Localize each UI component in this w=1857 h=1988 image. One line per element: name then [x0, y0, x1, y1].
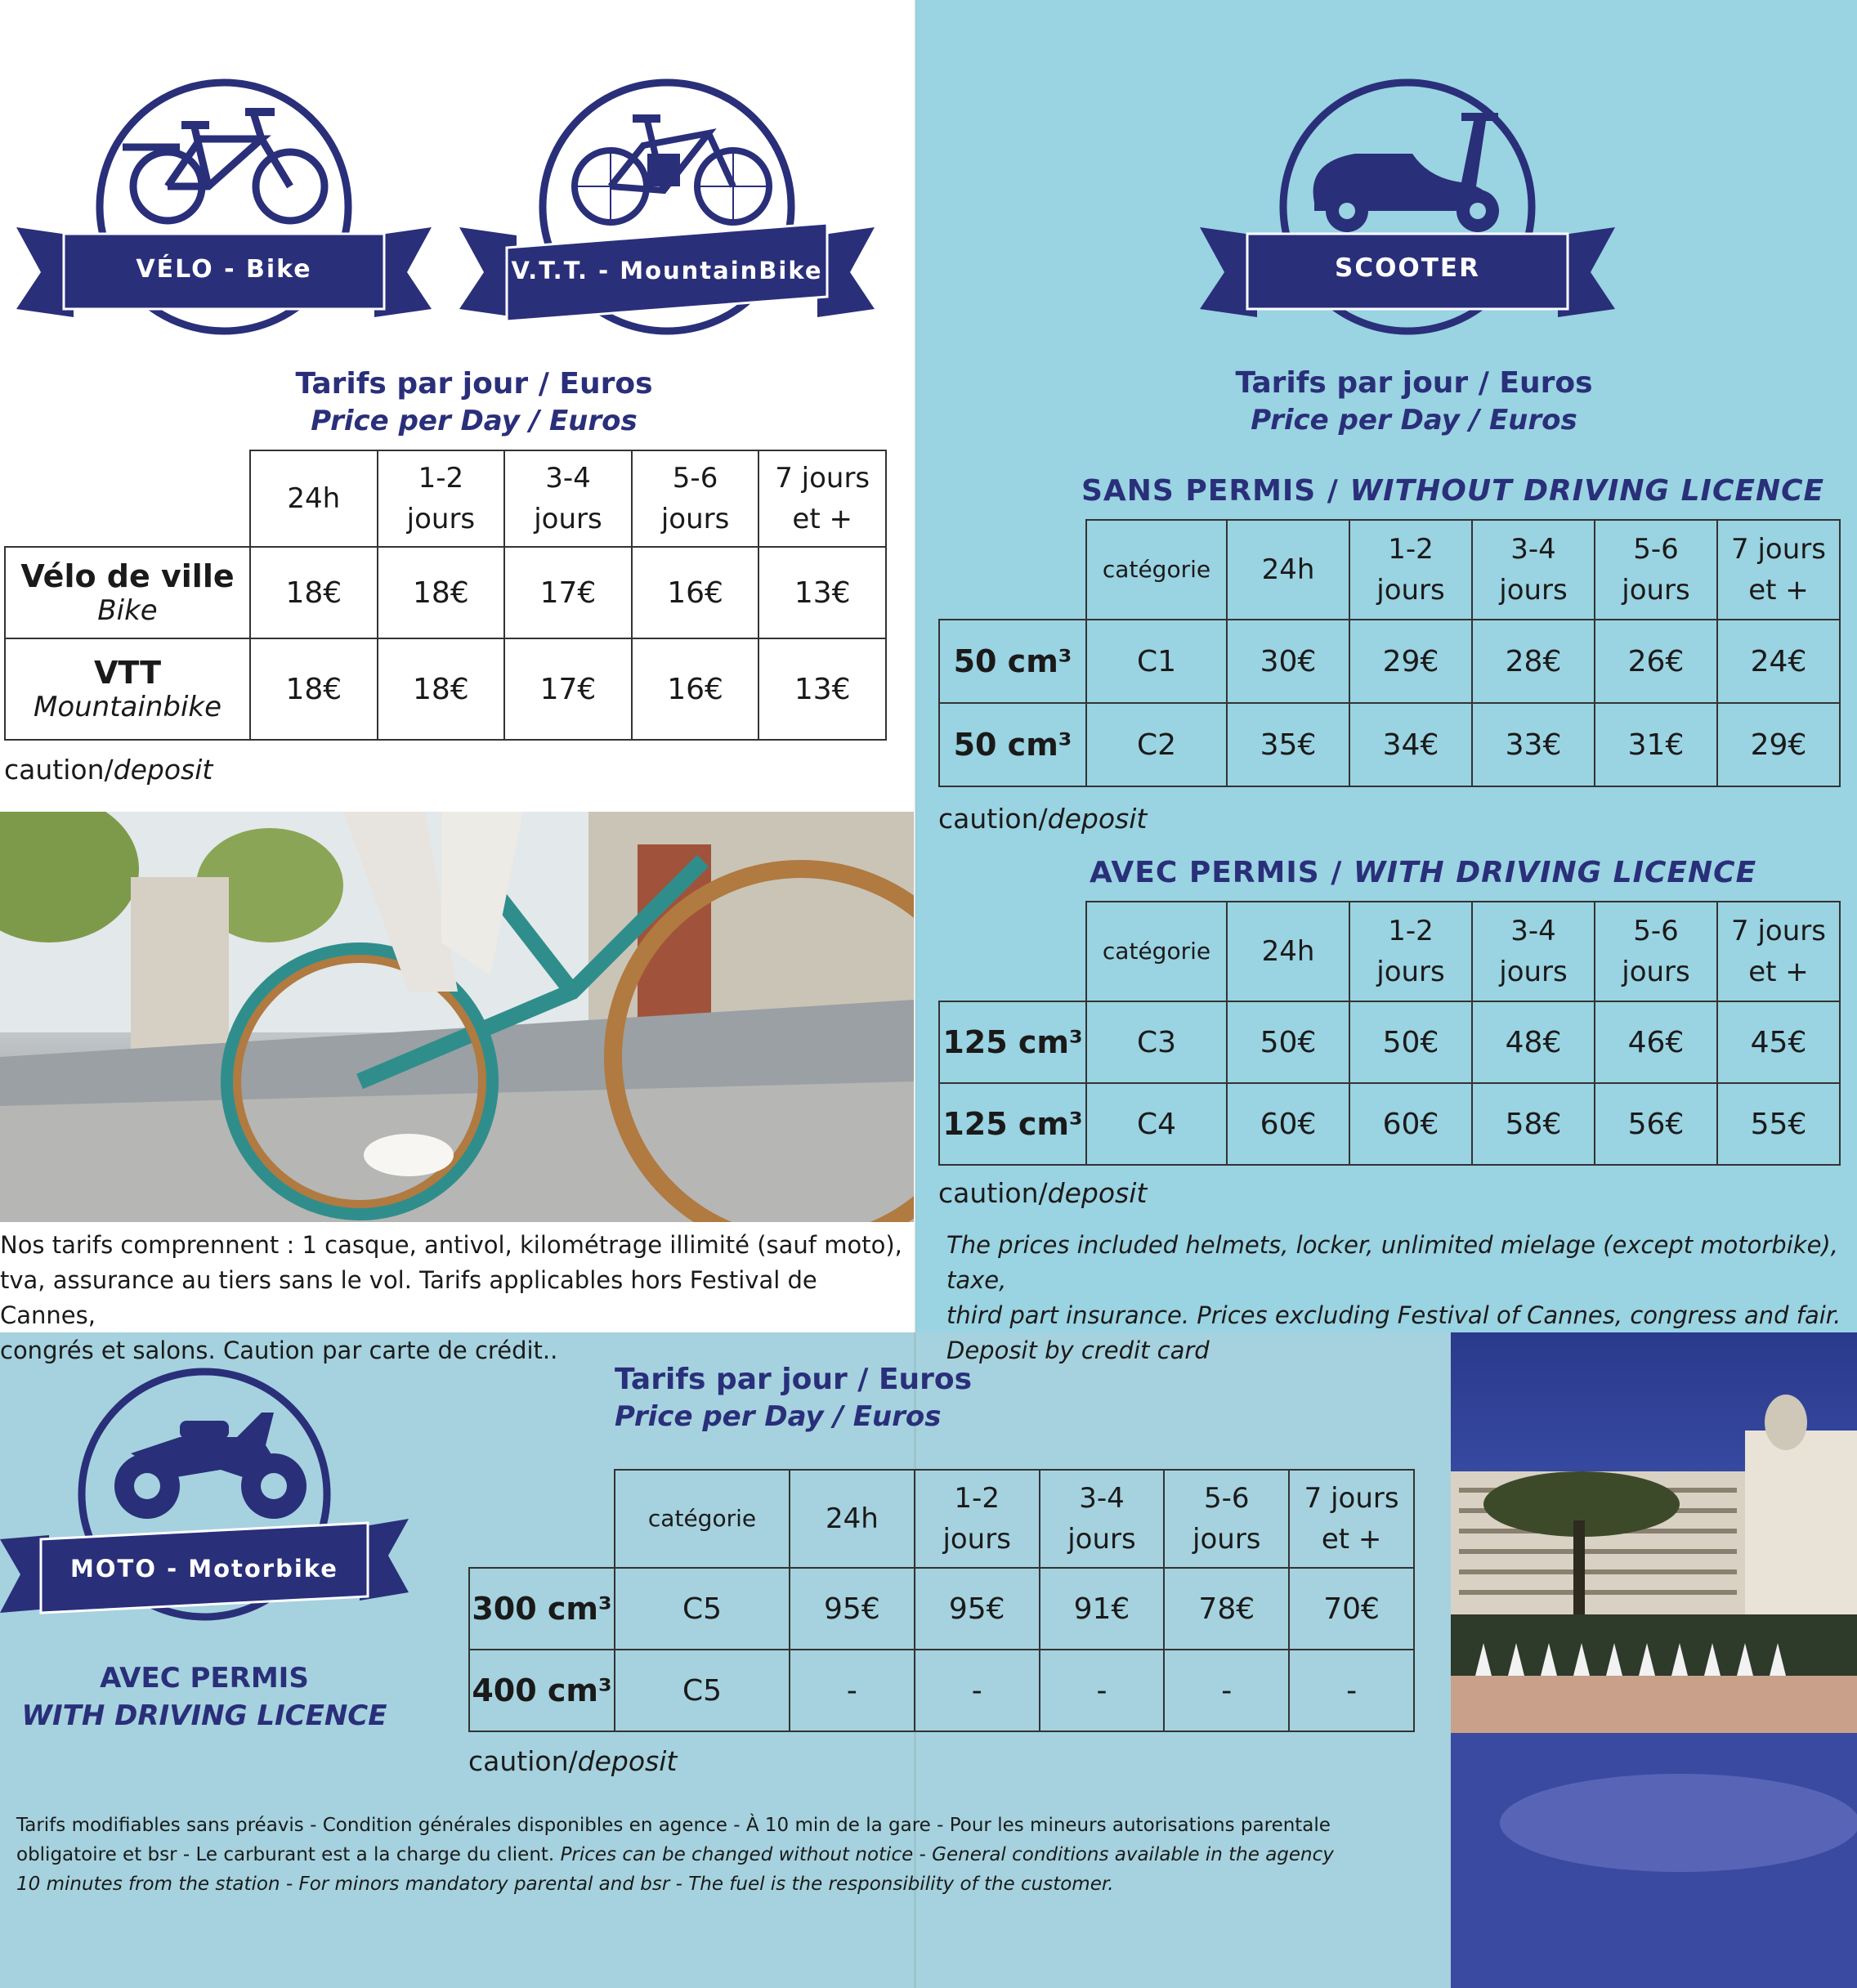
caption-en: deposit [1047, 803, 1148, 835]
price-cell: 18€ [250, 547, 378, 638]
table-row [939, 1083, 1840, 1165]
price-cell: 60€ [1227, 1083, 1349, 1165]
price-cell: 60€ [1349, 1083, 1472, 1165]
scooter-header: 7 jours et + [1717, 520, 1840, 620]
scooter-price-heading [1169, 365, 1659, 438]
logo-velo-label: VÉLO - Bike [136, 255, 312, 284]
bike-row-name: Vélo de ville [20, 558, 235, 594]
footer-line-fr: obligatoire et bsr - Le carburant est a la charge du client. [16, 1844, 561, 1865]
logo-scooter [1200, 72, 1615, 350]
engine-size: 125 cm³ [939, 1001, 1086, 1083]
footer-conditions [16, 1811, 1439, 1899]
scooter-header: catégorie [1086, 902, 1227, 1001]
scooter-header: 5-6 jours [1595, 520, 1717, 620]
scooter-icon [1298, 105, 1519, 235]
logo-moto [0, 1363, 409, 1641]
price-cell: 56€ [1595, 1083, 1717, 1165]
moto-header: 7 jours et + [1289, 1470, 1414, 1568]
price-cell: 18€ [250, 638, 378, 740]
scooter-with-deposit-caption [938, 1177, 1147, 1209]
price-heading-en: Price per Day / Euros [311, 405, 638, 437]
footer-line-en: Prices can be changed without notice - General conditions available in the agency [560, 1844, 1334, 1865]
price-cell: 50€ [1227, 1001, 1349, 1083]
price-cell: 91€ [1040, 1568, 1165, 1650]
price-cell: 30€ [1227, 620, 1349, 703]
section-title-fr: SANS PERMIS / [1081, 474, 1350, 508]
footer-line: Tarifs modifiables sans préavis - Condition générales disponibles en agence - À 10 min de la gare - Pour les mineurs autorisations parentale [16, 1815, 1331, 1836]
scooter-header: 7 jours et + [1717, 902, 1840, 1001]
engine-size: 125 cm³ [939, 1083, 1086, 1165]
price-cell: 70€ [1289, 1568, 1414, 1650]
moto-header: 5-6 jours [1164, 1470, 1289, 1568]
price-cell: 16€ [632, 638, 759, 740]
caption-en: deposit [577, 1745, 678, 1777]
city-bike-icon [123, 105, 335, 227]
section-title-en: WITH DRIVING LICENCE [1353, 856, 1757, 889]
scooter-header: 5-6 jours [1595, 902, 1717, 1001]
bike-row-sub: Mountainbike [33, 691, 222, 723]
bike-row-head [5, 547, 250, 638]
bike-header: 3-4 jours [504, 450, 632, 547]
scooter-header: catégorie [1086, 520, 1227, 620]
table-row [939, 1001, 1840, 1083]
section-title-fr: AVEC PERMIS / [1090, 856, 1354, 889]
scooter-header: 1-2 jours [1349, 902, 1472, 1001]
bike-row-name: VTT [93, 655, 162, 691]
engine-size: 400 cm³ [469, 1650, 615, 1731]
note-line: Nos tarifs comprennent : 1 casque, antivol, kilométrage illimité (sauf moto), [0, 1231, 902, 1259]
price-cell: 29€ [1717, 703, 1840, 786]
caption-en: deposit [113, 754, 213, 786]
engine-size: 300 cm³ [469, 1568, 615, 1650]
caption-en: deposit [1047, 1177, 1148, 1209]
scooter-header: 3-4 jours [1472, 902, 1595, 1001]
price-cell: 31€ [1595, 703, 1717, 786]
table-row [469, 1650, 1414, 1731]
bike-header: 1-2 jours [378, 450, 505, 547]
bike-row-head [5, 638, 250, 740]
price-cell: 50€ [1349, 1001, 1472, 1083]
price-cell: 78€ [1164, 1568, 1289, 1650]
price-cell: 26€ [1595, 620, 1717, 703]
caption-fr: caution/ [938, 1177, 1048, 1209]
moto-licence-fr: AVEC PERMIS [100, 1662, 309, 1695]
cannes-seafront-photo [1451, 1332, 1857, 1988]
without-licence-heading [1081, 474, 1824, 508]
table-row [5, 547, 886, 638]
scooter-header: 3-4 jours [1472, 520, 1595, 620]
moto-header: catégorie [615, 1470, 790, 1568]
price-heading-fr: Tarifs par jour / Euros [295, 367, 653, 401]
price-cell: - [1289, 1650, 1414, 1731]
price-cell: 16€ [632, 547, 759, 638]
price-cell: 45€ [1717, 1001, 1840, 1083]
price-cell: 24€ [1717, 620, 1840, 703]
moto-price-heading [615, 1361, 1007, 1435]
footer-line: 10 minutes from the station - For minors mandatory parental and bsr - The fuel is the responsibility of the customer. [16, 1874, 1114, 1895]
bike-row-sub: Bike [97, 594, 158, 627]
price-cell: 13€ [758, 638, 886, 740]
scooter-without-deposit-caption [938, 803, 1147, 835]
price-cell: 55€ [1717, 1083, 1840, 1165]
moto-deposit-caption [468, 1745, 677, 1777]
price-heading-en: Price per Day / Euros [615, 1400, 942, 1433]
moto-licence-note [0, 1659, 409, 1735]
caption-fr: caution/ [468, 1745, 578, 1777]
price-cell: 13€ [758, 547, 886, 638]
engine-size: 50 cm³ [939, 703, 1086, 786]
note-line: third part insurance. Prices excluding Festival of Cannes, congress and fair. [946, 1301, 1841, 1329]
price-cell: 58€ [1472, 1083, 1595, 1165]
price-cell: 95€ [915, 1568, 1040, 1650]
price-heading-fr: Tarifs par jour / Euros [1235, 366, 1593, 400]
price-cell: 29€ [1349, 620, 1472, 703]
price-cell: 18€ [378, 547, 505, 638]
price-cell: 34€ [1349, 703, 1472, 786]
price-cell: 46€ [1595, 1001, 1717, 1083]
price-heading-en: Price per Day / Euros [1251, 404, 1577, 437]
scooter-without-licence-table [938, 519, 1841, 787]
bike-header: 5-6 jours [632, 450, 759, 547]
category-cell: C4 [1086, 1083, 1227, 1165]
note-line: congrés et salons. Caution par carte de crédit.. [0, 1337, 558, 1364]
category-cell: C5 [615, 1650, 790, 1731]
logo-vtt [459, 72, 875, 350]
scooter-header: 24h [1227, 902, 1349, 1001]
price-cell: 28€ [1472, 620, 1595, 703]
bike-header: 24h [250, 450, 378, 547]
price-cell: 17€ [504, 638, 632, 740]
scooter-with-licence-table [938, 901, 1841, 1166]
price-cell: 35€ [1227, 703, 1349, 786]
engine-size: 50 cm³ [939, 620, 1086, 703]
category-cell: C2 [1086, 703, 1227, 786]
price-heading-fr: Tarifs par jour / Euros [615, 1363, 973, 1396]
bike-header: 7 jours et + [758, 450, 886, 547]
note-line: The prices included helmets, locker, unlimited mielage (except motorbike), taxe, [946, 1231, 1838, 1294]
section-title-en: WITHOUT DRIVING LICENCE [1349, 474, 1825, 508]
notes-en [946, 1228, 1846, 1368]
with-licence-heading [1090, 856, 1756, 889]
logo-vtt-label: V.T.T. - MountainBike [511, 257, 823, 284]
price-cell: 33€ [1472, 703, 1595, 786]
logo-moto-label: MOTO - Motorbike [70, 1555, 338, 1583]
caption-fr: caution/ [4, 754, 114, 786]
motorbike-icon [98, 1388, 319, 1527]
bike-street-photo [0, 812, 914, 1222]
table-row [939, 703, 1840, 786]
footer-line [16, 1840, 1439, 1869]
bike-price-heading [229, 365, 719, 439]
logo-velo [16, 72, 432, 350]
price-cell: - [1164, 1650, 1289, 1731]
caption-fr: caution/ [938, 803, 1048, 835]
notes-fr [0, 1228, 907, 1368]
moto-licence-en: WITH DRIVING LICENCE [21, 1699, 387, 1732]
bike-deposit-caption [4, 754, 213, 786]
scooter-header: 1-2 jours [1349, 520, 1472, 620]
price-cell: 48€ [1472, 1001, 1595, 1083]
price-cell: 95€ [790, 1568, 915, 1650]
logo-scooter-label: SCOOTER [1335, 253, 1480, 283]
category-cell: C3 [1086, 1001, 1227, 1083]
bike-price-table [4, 450, 887, 741]
mountain-bike-icon [566, 105, 778, 227]
table-row [469, 1568, 1414, 1650]
scooter-header: 24h [1227, 520, 1349, 620]
category-cell: C5 [615, 1568, 790, 1650]
moto-header: 1-2 jours [915, 1470, 1040, 1568]
moto-price-table [468, 1469, 1415, 1732]
price-cell: 18€ [378, 638, 505, 740]
moto-header: 3-4 jours [1040, 1470, 1165, 1568]
table-row [939, 620, 1840, 703]
note-line: Deposit by credit card [946, 1337, 1210, 1364]
category-cell: C1 [1086, 620, 1227, 703]
table-row [5, 638, 886, 740]
moto-header: 24h [790, 1470, 915, 1568]
price-cell: - [915, 1650, 1040, 1731]
price-cell: - [790, 1650, 915, 1731]
note-line: tva, assurance au tiers sans le vol. Tarifs applicables hors Festival de Cannes, [0, 1266, 817, 1329]
price-cell: 17€ [504, 547, 632, 638]
price-cell: - [1040, 1650, 1165, 1731]
